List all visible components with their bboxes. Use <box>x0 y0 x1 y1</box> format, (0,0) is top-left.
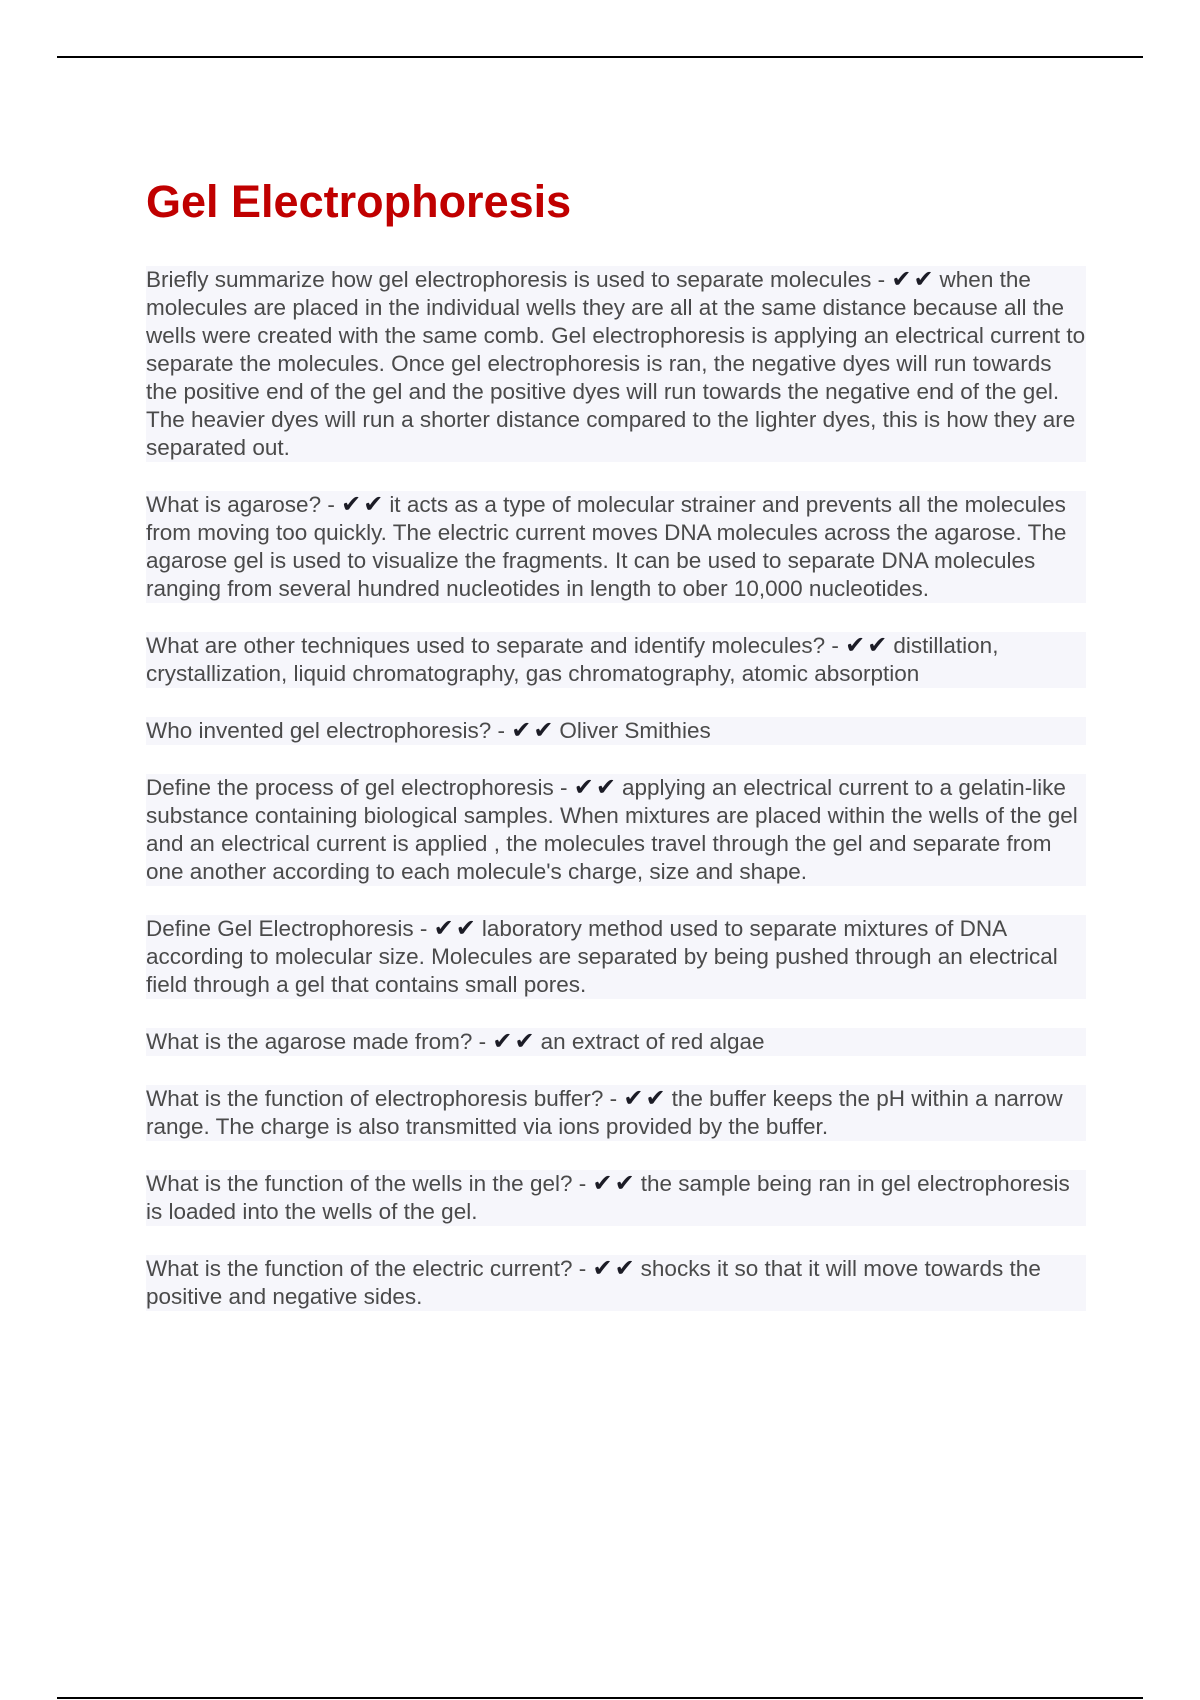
double-check-icon: ✔✔ <box>573 774 618 801</box>
question-text: Briefly summarize how gel electrophoresis is used to separate molecules - <box>146 267 892 292</box>
answer-text: the buffer keeps the pH within a narrow range. The charge is also transmitted via ions provided by the buffer. <box>146 1086 1063 1139</box>
double-check-icon: ✔✔ <box>592 1255 637 1282</box>
double-check-icon: ✔✔ <box>433 915 478 942</box>
answer-text: the sample being ran in gel electrophoresis is loaded into the wells of the gel. <box>146 1171 1070 1224</box>
document-body <box>146 172 1086 1340</box>
top-rule <box>57 56 1143 58</box>
answer-text: shocks it so that it will move towards the positive and negative sides. <box>146 1256 1041 1309</box>
qa-item-4 <box>146 717 1086 745</box>
qa-item-9 <box>146 1170 1086 1226</box>
double-check-icon: ✔✔ <box>845 632 890 659</box>
question-text: What is agarose? - <box>146 492 342 517</box>
qa-item-8 <box>146 1085 1086 1141</box>
answer-text: Oliver Smithies <box>559 718 711 743</box>
qa-item-5 <box>146 774 1086 886</box>
double-check-icon: ✔✔ <box>592 1170 637 1197</box>
question-text: Define Gel Electrophoresis - <box>146 916 434 941</box>
double-check-icon: ✔✔ <box>623 1085 668 1112</box>
answer-text: laboratory method used to separate mixtures of DNA according to molecular size. Molecules are separated by being pushed through an electrical field through a gel that contains small pores. <box>146 916 1058 997</box>
answer-text: an extract of red algae <box>540 1029 765 1054</box>
answer-text: when the molecules are placed in the individual wells they are all at the same distance because all the wells were created with the same comb. Gel electrophoresis is applying an electrical current to separate the molecules. Once gel electrophoresis is ran, the negative dyes will run towards the positive end of the gel and the positive dyes will run towards the negative end of the gel. The heavier dyes will run a shorter distance compared to the lighter dyes, this is how they are separated out. <box>146 267 1086 460</box>
bottom-rule <box>57 1697 1143 1699</box>
qa-item-7 <box>146 1028 1086 1056</box>
answer-text: distillation, crystallization, liquid chromatography, gas chromatography, atomic absorption <box>146 633 999 686</box>
qa-item-3 <box>146 632 1086 688</box>
page-title: Gel Electrophoresis <box>146 176 572 227</box>
question-text: What is the function of electrophoresis buffer? - <box>146 1086 624 1111</box>
answer-text: applying an electrical current to a gelatin-like substance containing biological samples. When mixtures are placed within the wells of the gel and an electrical current is applied , the molecules travel through the gel and separate from one another according to each molecule's charge, size and shape. <box>146 775 1078 884</box>
question-text: What are other techniques used to separate and identify molecules? - <box>146 633 846 658</box>
question-text: What is the function of the electric current? - <box>146 1256 593 1281</box>
double-check-icon: ✔✔ <box>492 1028 537 1055</box>
qa-item-6 <box>146 915 1086 999</box>
qa-item-10 <box>146 1255 1086 1311</box>
question-text: Define the process of gel electrophoresis - <box>146 775 574 800</box>
double-check-icon: ✔✔ <box>511 717 556 744</box>
double-check-icon: ✔✔ <box>341 491 386 518</box>
question-text: What is the function of the wells in the gel? - <box>146 1171 593 1196</box>
question-text: Who invented gel electrophoresis? - <box>146 718 512 743</box>
answer-text: it acts as a type of molecular strainer and prevents all the molecules from moving too quickly. The electric current moves DNA molecules across the agarose. The agarose gel is used to visualize the fragments. It can be used to separate DNA molecules ranging from several hundred nucleotides in length to ober 10,000 nucleotides. <box>146 492 1067 601</box>
question-text: What is the agarose made from? - <box>146 1029 493 1054</box>
double-check-icon: ✔✔ <box>891 266 936 293</box>
qa-item-2 <box>146 491 1086 603</box>
qa-item-1 <box>146 266 1086 462</box>
